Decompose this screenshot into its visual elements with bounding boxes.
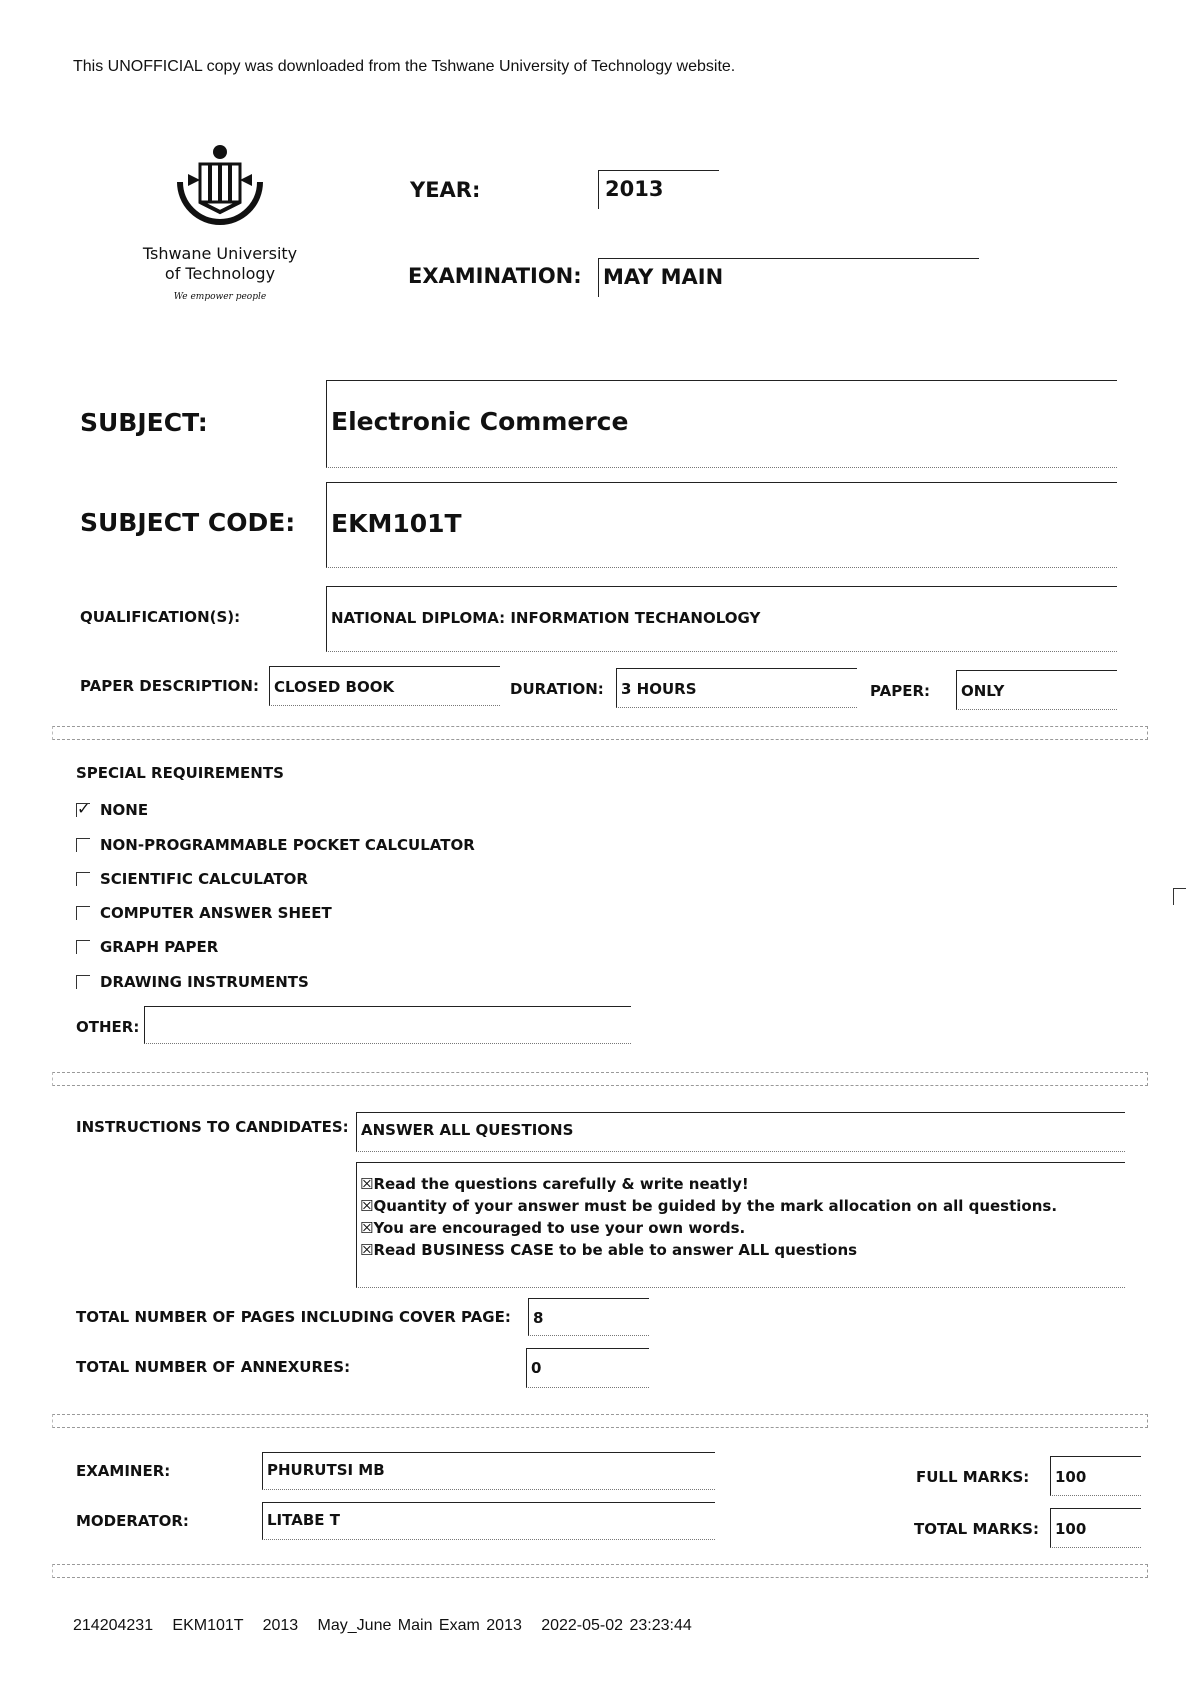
paper-value: ONLY xyxy=(961,682,1005,700)
requirement-none: ✓NONE xyxy=(76,801,148,819)
total-annexures-label: TOTAL NUMBER OF ANNEXURES: xyxy=(76,1358,351,1376)
examination-field xyxy=(598,258,979,297)
checkbox-pocket-calculator[interactable] xyxy=(76,838,90,852)
total-pages-label: TOTAL NUMBER OF PAGES INCLUDING COVER PAGE: xyxy=(76,1308,511,1326)
logo-emblem-icon xyxy=(170,142,270,238)
paper-description-label: PAPER DESCRIPTION: xyxy=(80,677,259,695)
requirement-graph-paper: GRAPH PAPER xyxy=(76,938,218,956)
section-divider xyxy=(52,726,1148,740)
qualification-field xyxy=(326,586,1117,652)
subject-label: SUBJECT: xyxy=(80,408,208,437)
subject-value: Electronic Commerce xyxy=(331,407,629,436)
total-marks-field xyxy=(1050,1508,1141,1548)
moderator-label: MODERATOR: xyxy=(76,1512,189,1530)
moderator-field xyxy=(262,1502,715,1540)
checkbox-scientific-calculator[interactable] xyxy=(76,872,90,886)
paper-description-field xyxy=(269,666,500,706)
requirement-pocket-calculator: NON-PROGRAMMABLE POCKET CALCULATOR xyxy=(76,836,475,854)
total-annexures-value: 0 xyxy=(531,1359,542,1377)
university-name-line2: of Technology xyxy=(164,264,276,283)
university-name-line1: Tshwane University xyxy=(142,244,298,263)
university-tagline: We empower people xyxy=(173,292,267,302)
total-marks-label: TOTAL MARKS: xyxy=(914,1520,1039,1538)
other-label: OTHER: xyxy=(76,1018,140,1036)
examination-label: EXAMINATION: xyxy=(408,264,582,288)
instruction-line: ☒Read BUSINESS CASE to be able to answer ALL questions xyxy=(360,1241,858,1259)
duration-value: 3 HOURS xyxy=(621,680,697,698)
full-marks-label: FULL MARKS: xyxy=(916,1468,1030,1486)
checkbox-graph-paper[interactable] xyxy=(76,940,90,954)
instruction-line: ☒You are encouraged to use your own words. xyxy=(360,1219,746,1237)
section-divider xyxy=(52,1414,1148,1428)
examination-value: MAY MAIN xyxy=(603,265,724,289)
total-pages-value: 8 xyxy=(533,1309,544,1327)
subject-code-value: EKM101T xyxy=(331,509,462,538)
requirement-computer-answer-sheet: COMPUTER ANSWER SHEET xyxy=(76,904,332,922)
paper-description-value: CLOSED BOOK xyxy=(274,678,395,696)
year-label: YEAR: xyxy=(410,178,481,202)
special-requirements-title: SPECIAL REQUIREMENTS xyxy=(76,764,284,782)
section-divider xyxy=(52,1564,1148,1578)
year-field xyxy=(598,170,719,209)
instructions-list xyxy=(356,1162,1125,1288)
scan-mark xyxy=(1173,888,1186,905)
total-marks-value: 100 xyxy=(1055,1520,1087,1538)
requirement-drawing-instruments: DRAWING INSTRUMENTS xyxy=(76,973,309,991)
instruction-line: ☒Quantity of your answer must be guided by the mark allocation on all questions. xyxy=(360,1197,1058,1215)
section-divider xyxy=(52,1072,1148,1086)
other-field xyxy=(144,1006,631,1044)
total-pages-field xyxy=(528,1298,649,1336)
examiner-field xyxy=(262,1452,715,1490)
instructions-headline: ANSWER ALL QUESTIONS xyxy=(361,1121,574,1139)
duration-label: DURATION: xyxy=(510,680,604,698)
paper-field xyxy=(956,670,1117,710)
duration-field xyxy=(616,668,857,708)
checkbox-none[interactable] xyxy=(76,803,90,817)
download-footer: 214204231 EKM101T 2013 May_June Main Exam 2013 2022-05-02 23:23:44 xyxy=(73,1617,692,1634)
other-value xyxy=(145,1007,631,1017)
qualification-value: NATIONAL DIPLOMA: INFORMATION TECHANOLOGY xyxy=(331,609,761,627)
subject-code-label: SUBJECT CODE: xyxy=(80,508,296,537)
instructions-headline-field xyxy=(356,1112,1125,1152)
subject-code-field xyxy=(326,482,1117,568)
moderator-value: LITABE T xyxy=(267,1511,340,1529)
full-marks-value: 100 xyxy=(1055,1468,1087,1486)
unofficial-notice: This UNOFFICIAL copy was downloaded from the Tshwane University of Technology website. xyxy=(73,58,736,75)
year-value: 2013 xyxy=(605,177,664,201)
examiner-value: PHURUTSI MB xyxy=(267,1461,385,1479)
instructions-label: INSTRUCTIONS TO CANDIDATES: xyxy=(76,1118,349,1136)
total-annexures-field xyxy=(526,1348,649,1388)
paper-label: PAPER: xyxy=(870,682,931,700)
checkbox-computer-answer-sheet[interactable] xyxy=(76,906,90,920)
qualification-label: QUALIFICATION(S): xyxy=(80,608,241,626)
full-marks-field xyxy=(1050,1456,1141,1496)
requirement-scientific-calculator: SCIENTIFIC CALCULATOR xyxy=(76,870,308,888)
examiner-label: EXAMINER: xyxy=(76,1462,171,1480)
subject-field xyxy=(326,380,1117,468)
checkbox-drawing-instruments[interactable] xyxy=(76,975,90,989)
instruction-line: ☒Read the questions carefully & write neatly! xyxy=(360,1175,749,1193)
university-logo xyxy=(120,142,320,302)
